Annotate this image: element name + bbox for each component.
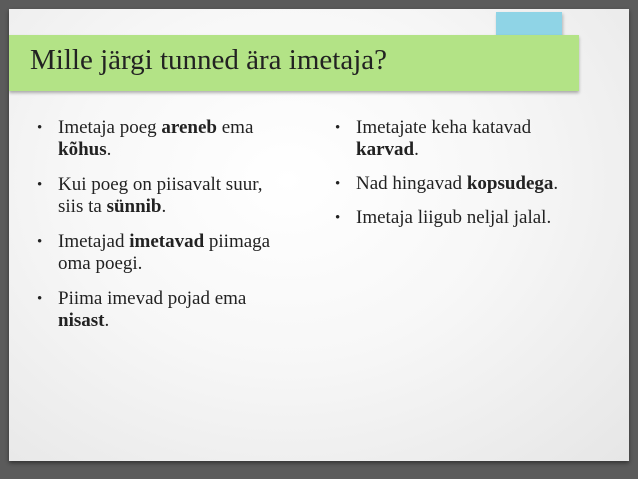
bullet-list-right [325, 117, 620, 241]
bullet-list-left [27, 117, 307, 345]
bullet-icon: • [37, 291, 43, 307]
list-item: • Imetaja liigub neljal jalal. [335, 207, 552, 228]
list-item: • Nad hingavad kopsudega. [335, 173, 559, 194]
list-item: • Imetajate keha katavad karvad. [335, 117, 532, 160]
list-item: • Imetajad imetavad piimaga oma poegi. [37, 231, 271, 274]
slide-title: Mille järgi tunned ära imetaja? [30, 44, 387, 76]
bullet-icon: • [335, 176, 341, 192]
list-item: • Kui poeg on piisavalt suur, siis ta sünnib. [37, 174, 263, 217]
bullet-icon: • [37, 234, 43, 250]
bullet-icon: • [335, 120, 341, 136]
list-item: • Piima imevad pojad ema nisast. [37, 288, 247, 331]
bullet-icon: • [37, 177, 43, 193]
bullet-icon: • [335, 210, 341, 226]
bullet-icon: • [37, 120, 43, 136]
list-item: • Imetaja poeg areneb ema kõhus. [37, 117, 254, 160]
slide [9, 9, 629, 461]
title-bar [9, 35, 579, 91]
